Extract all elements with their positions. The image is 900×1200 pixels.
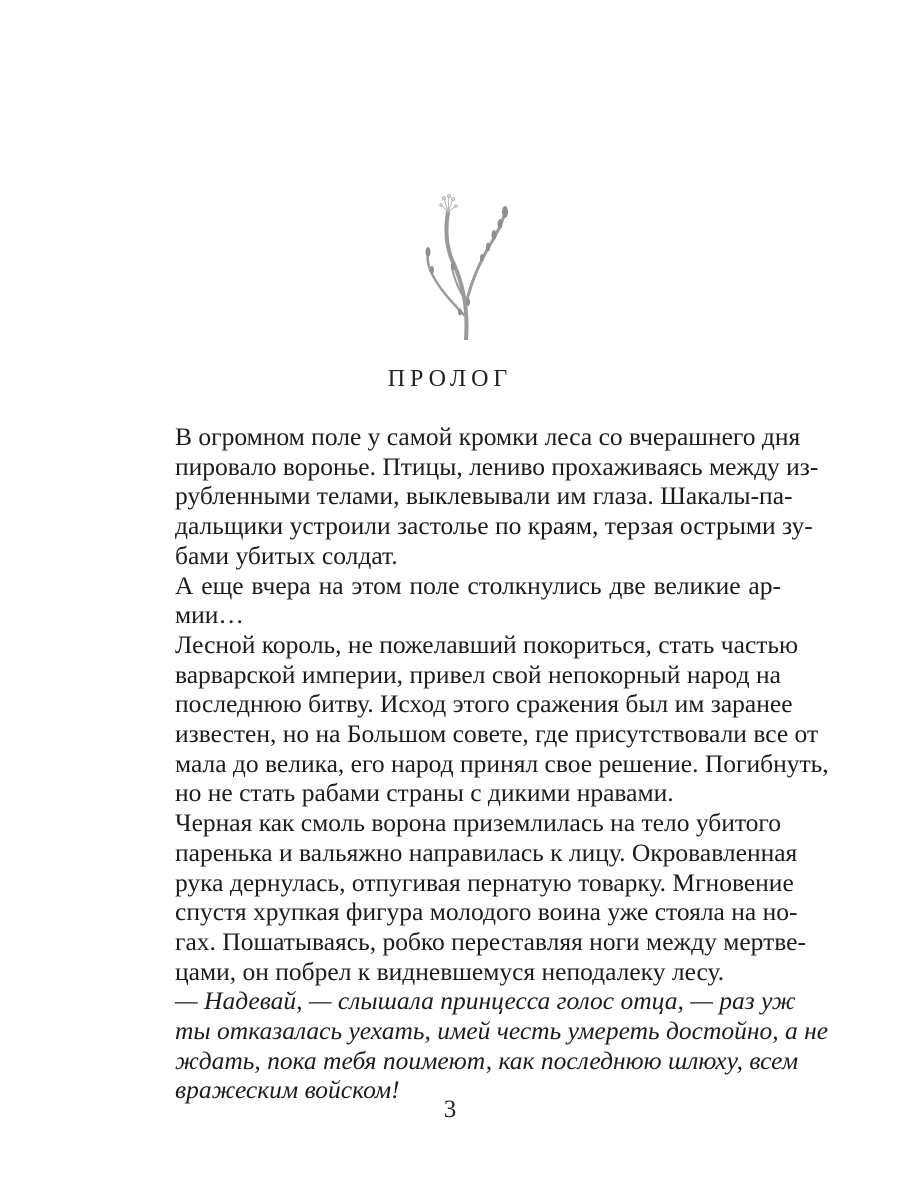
text-line: последнюю битву. Исход этого сражения был им заранее (175, 689, 793, 719)
text-line: цами, он побрел к видневшемуся неподалеку лесу. (175, 956, 725, 986)
text-line: рубленными телами, выклевывали им глаза. Шакалы-па- (175, 481, 793, 511)
text-line: ждать, пока тебя поимеют, как последнюю шлюху, всем (175, 1045, 799, 1075)
text-line: но не стать рабами страны с дикими нравами. (175, 778, 674, 808)
text-line: мии… (175, 600, 244, 630)
text-line: известен, но на Большом совете, где присутствовали все от (175, 719, 819, 749)
paragraph (145, 808, 806, 986)
dialogue-paragraph (145, 986, 829, 1105)
text-line: вражеским войском! (175, 1075, 400, 1105)
flower-stem-icon (408, 190, 518, 340)
paragraph (145, 629, 829, 808)
text-line: пировало воронье. Птицы, лениво прохаживаясь между из- (175, 451, 819, 481)
text-line: варварской империи, привел свой непокорный народ на (175, 659, 781, 689)
text-line: ты отказалась уехать, имей честь умереть достойно, а не (175, 1016, 829, 1046)
text-line: Черная как смоль ворона приземлилась на тело убитого (175, 808, 781, 838)
text-line: рука дернулась, отпугивая пернатую товарку. Мгновение (175, 867, 794, 897)
chapter-body (145, 422, 829, 1105)
text-line: А еще вчера на этом поле столкнулись две великие ар- (175, 570, 781, 600)
text-line: мала до велика, его народ принял свое решение. Погибнуть, (175, 748, 829, 778)
text-line: бами убитых солдат. (175, 540, 398, 570)
paragraph (145, 571, 781, 630)
paragraph (145, 422, 819, 571)
text-line: спустя хрупкая фигура молодого воина уже стояла на но- (175, 897, 798, 927)
text-line: В огромном поле у самой кромки леса со вчерашнего дня (175, 422, 801, 451)
text-line: паренька и вальяжно направилась к лицу. Окровавленная (175, 837, 798, 867)
text-line: дальщики устроили застолье по краям, терзая острыми зу- (175, 511, 813, 541)
text-line: гах. Пошатываясь, робко переставляя ноги между мертве- (175, 926, 806, 956)
chapter-title: ПРОЛОГ (387, 366, 513, 392)
text-line: — Надевай, — слышала принцесса голос отца, — раз уж (175, 986, 796, 1016)
page-number: 3 (443, 1096, 457, 1123)
text-line: Лесной король, не пожелавший покориться, стать частью (175, 629, 799, 659)
